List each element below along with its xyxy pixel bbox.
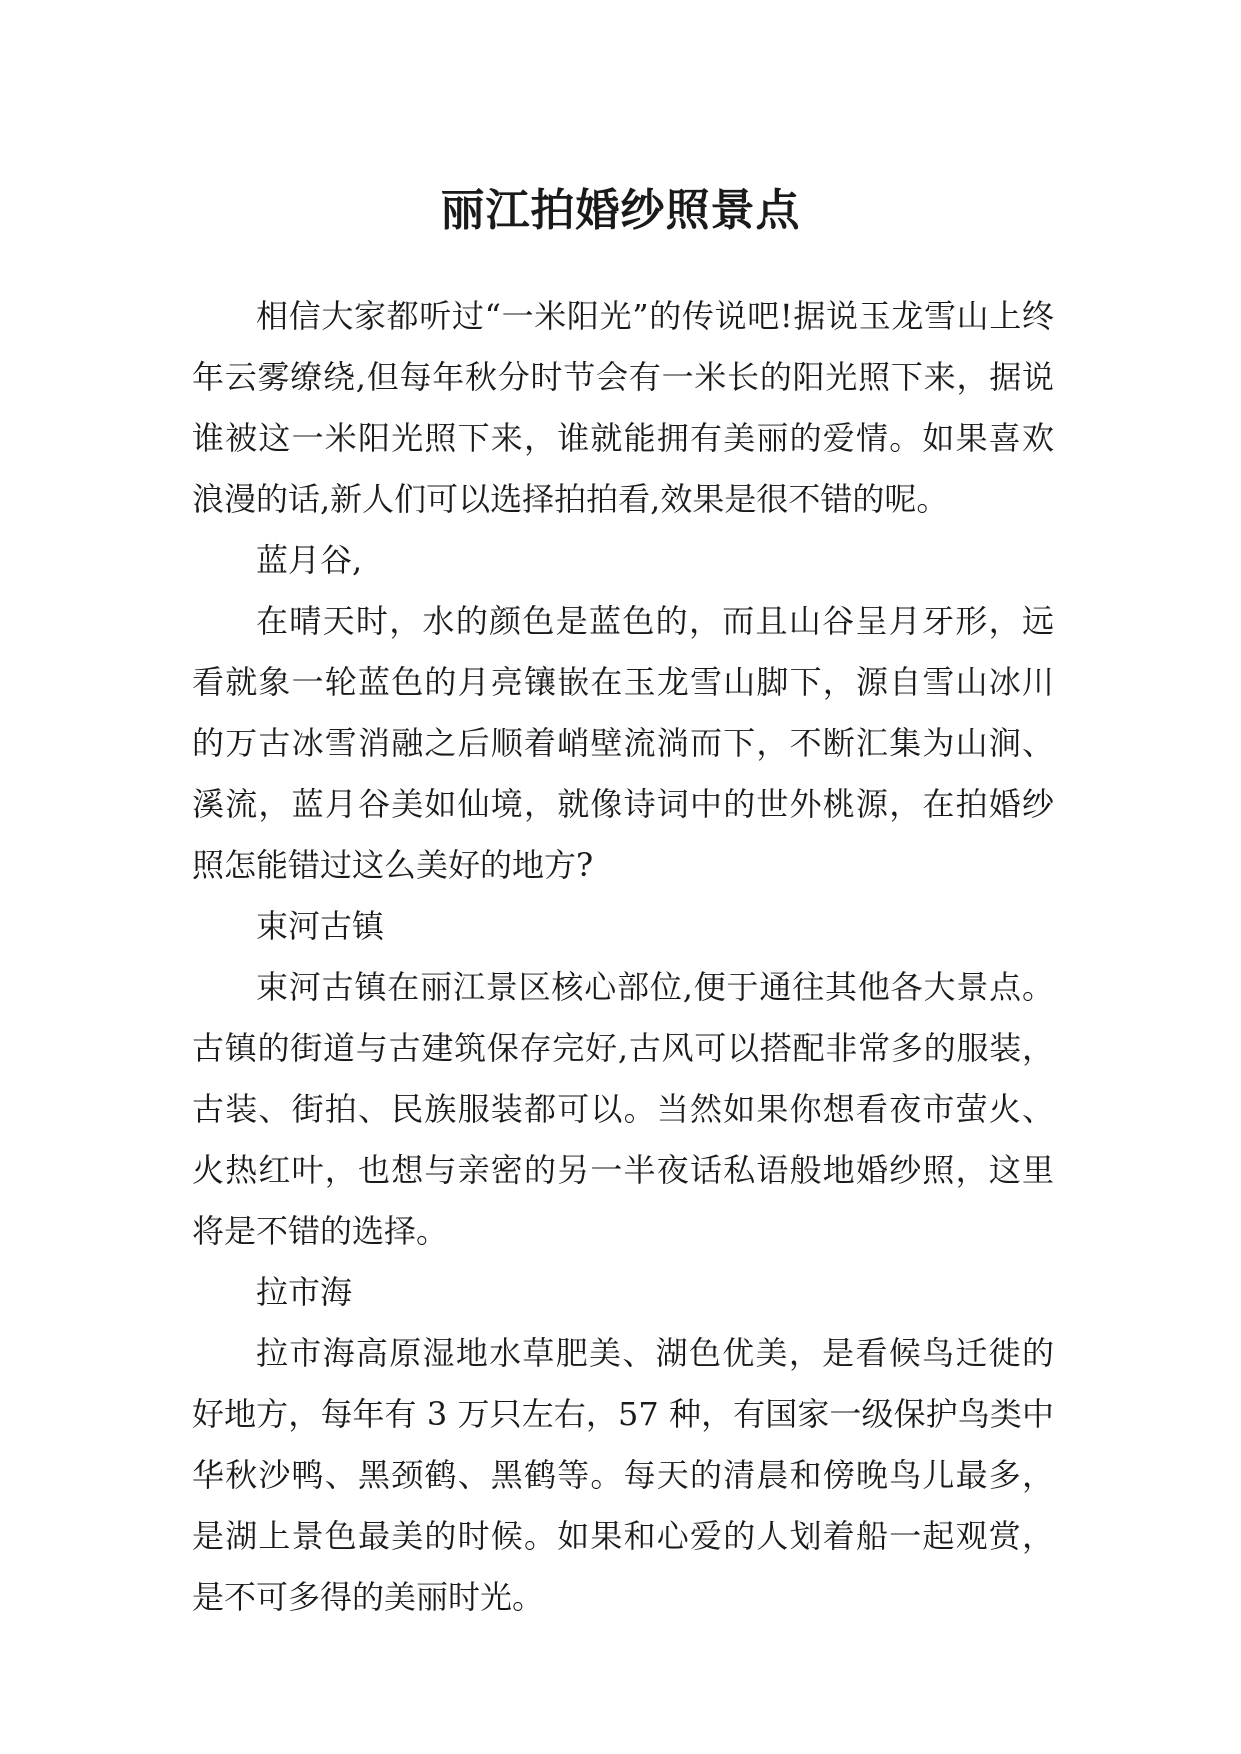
heading-shuhe-ancient-town: 束河古镇 xyxy=(256,907,385,945)
heading-blue-moon-valley: 蓝月谷, xyxy=(256,541,363,579)
paragraph-lashi-lake: 拉市海高原湿地水草肥美、湖色优美，是看候鸟迁徙的好地方，每年有 3 万只左右，57 种，有国家一级保护鸟类中华秋沙鸭、黑颈鹤、黑鹤等。每天的清晨和傍晚鸟儿最多，是湖上景色最美的时候。如果和心爱的人划着船一起观赏，是不可多得的美丽时光。 xyxy=(192,1334,1054,1616)
paragraph-intro: 相信大家都听过“一米阳光”的传说吧!据说玉龙雪山上终年云雾缭绕,但每年秋分时节会有一米长的阳光照下来，据说谁被这一米阳光照下来，谁就能拥有美丽的爱情。如果喜欢浪漫的话,新人们可以选择拍拍看,效果是很不错的呢。 xyxy=(192,297,1054,518)
heading-lashi-lake: 拉市海 xyxy=(256,1273,353,1311)
paragraph-shuhe-ancient-town: 束河古镇在丽江景区核心部位,便于通往其他各大景点。古镇的街道与古建筑保存完好,古风可以搭配非常多的服装，古装、街拍、民族服装都可以。当然如果你想看夜市萤火、火热红叶，也想与亲密的另一半夜话私语般地婚纱照，这里将是不错的选择。 xyxy=(192,968,1054,1250)
document-body xyxy=(192,286,1054,1628)
document-title: 丽江拍婚纱照景点 xyxy=(440,185,801,237)
paragraph-blue-moon-valley: 在晴天时，水的颜色是蓝色的，而且山谷呈月牙形，远看就象一轮蓝色的月亮镶嵌在玉龙雪山脚下，源自雪山冰川的万古冰雪消融之后顺着峭壁流淌而下，不断汇集为山涧、溪流，蓝月谷美如仙境，就像诗词中的世外桃源，在拍婚纱照怎能错过这么美好的地方? xyxy=(192,602,1054,884)
